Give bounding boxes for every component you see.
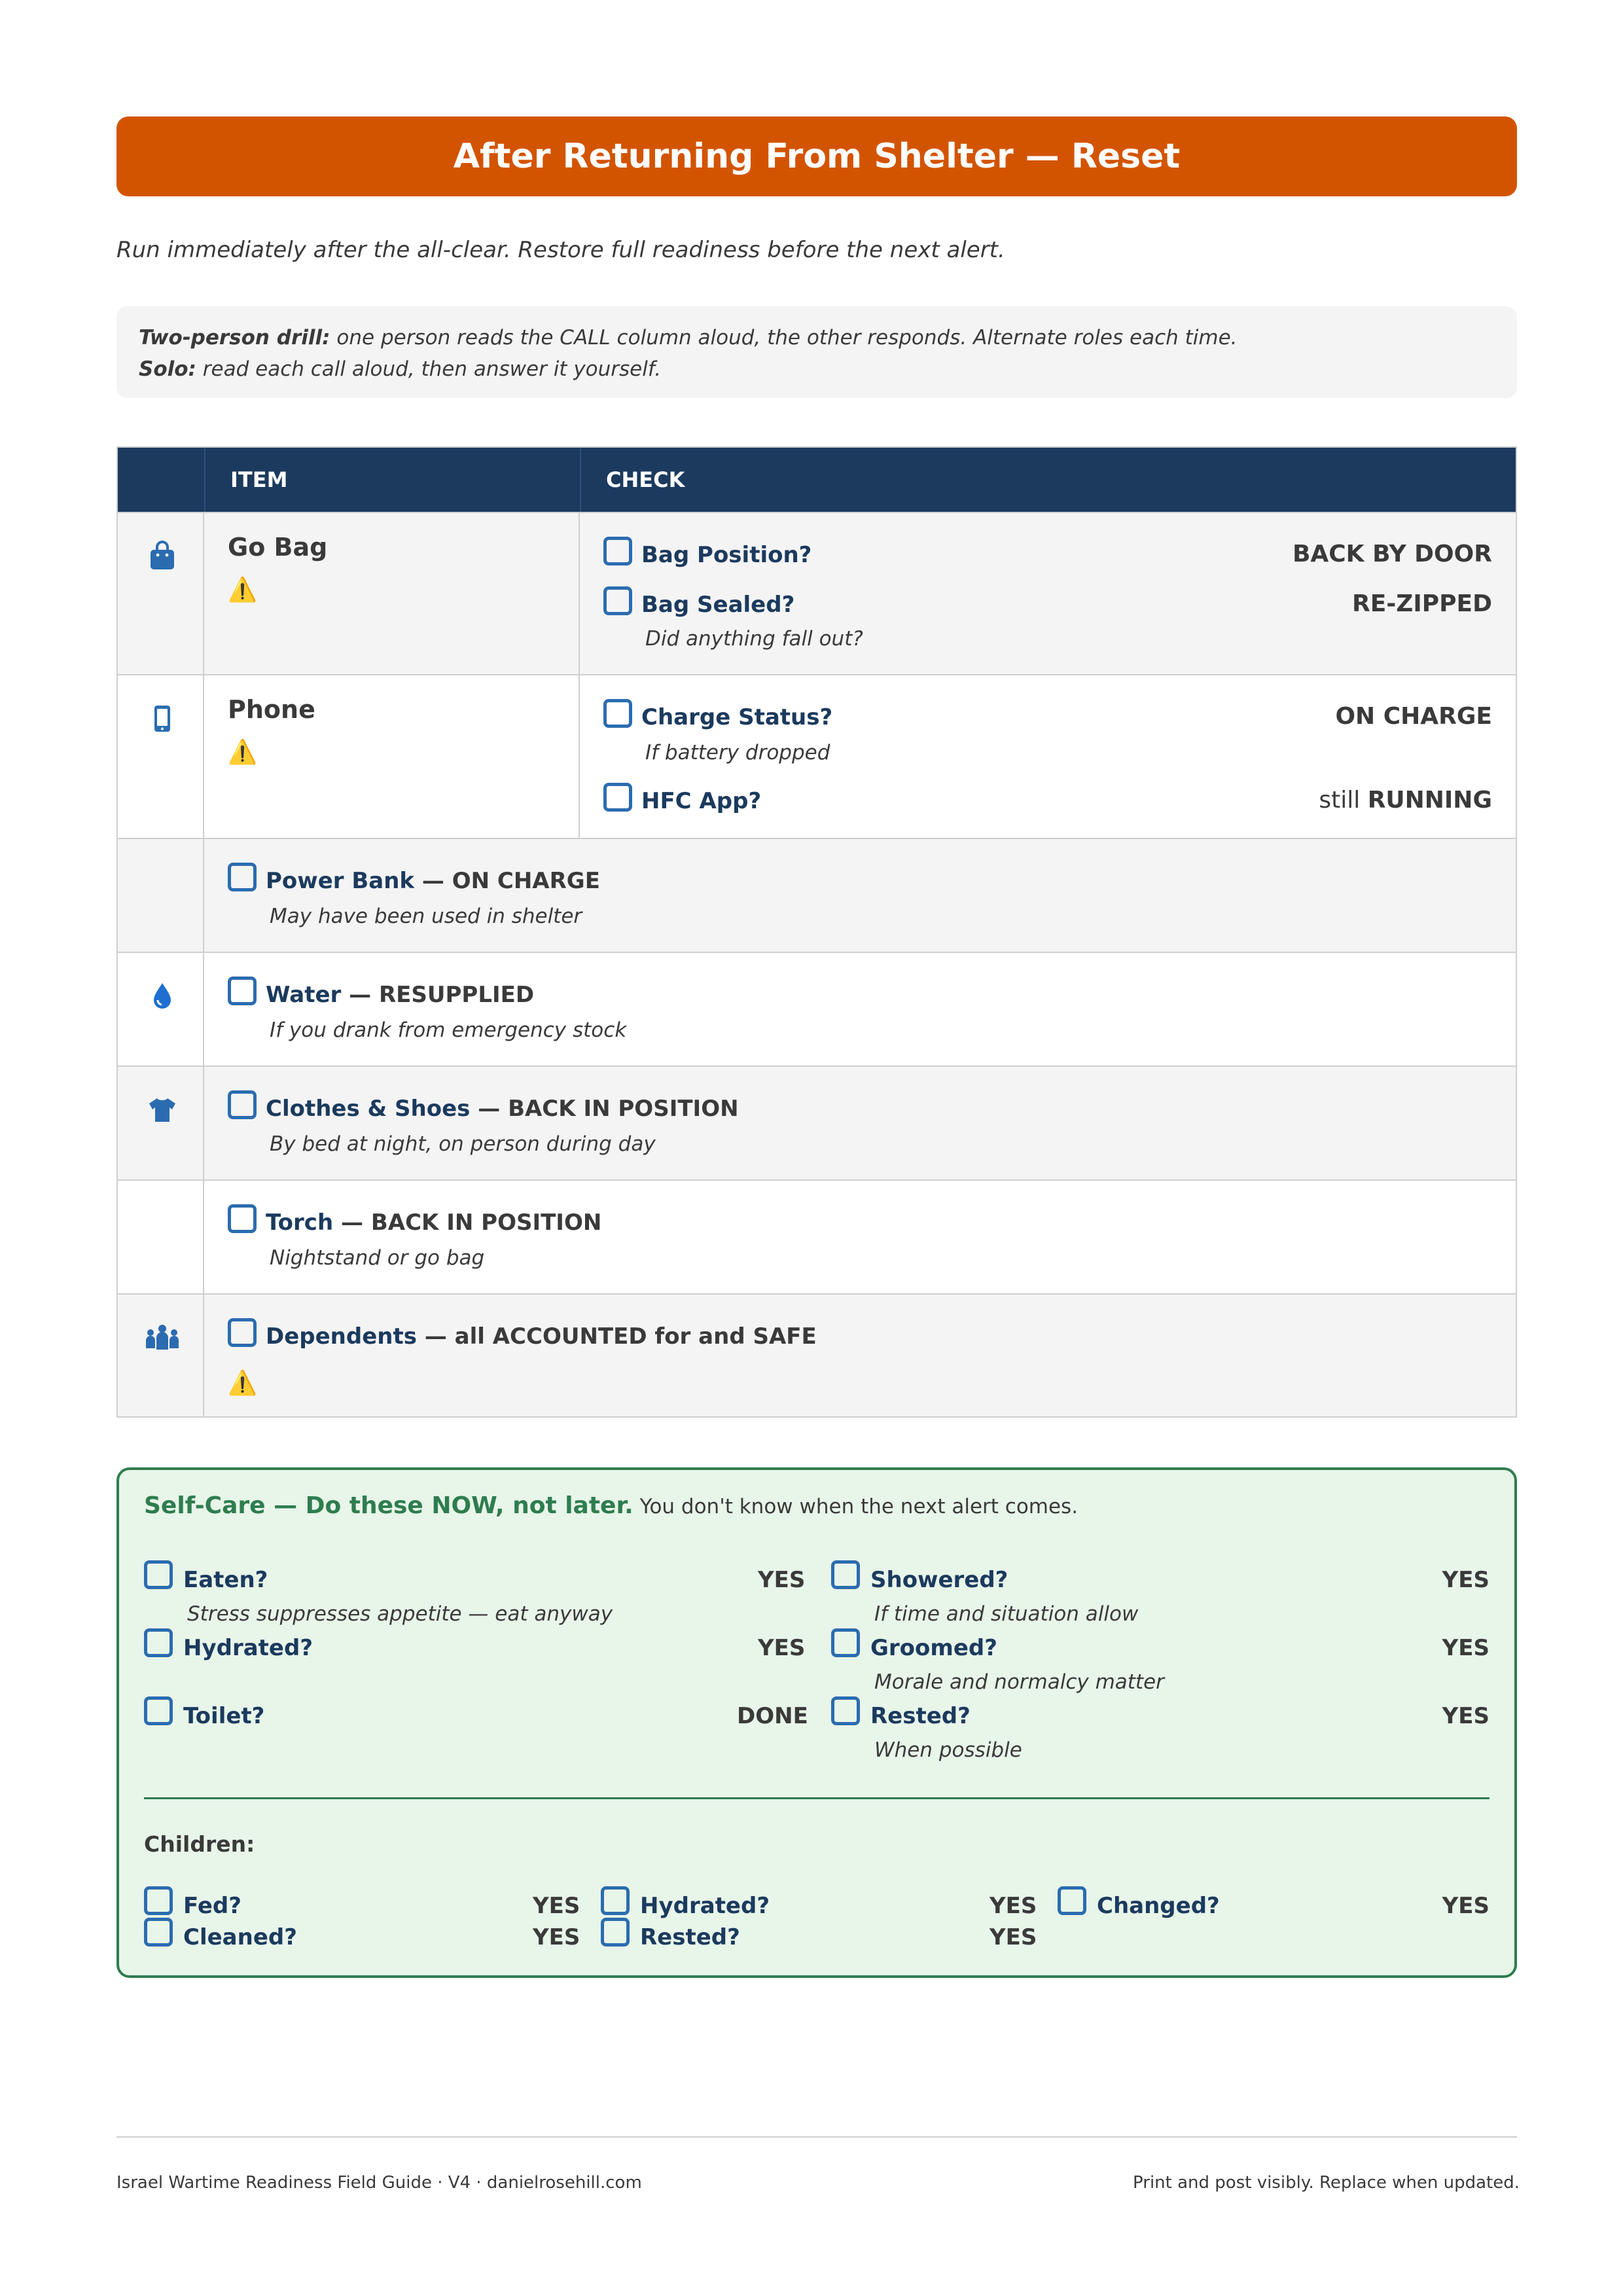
- check-torch: [266, 1210, 601, 1236]
- self-response-eaten: YES: [758, 1567, 806, 1593]
- checkbox-child-fed[interactable]: [144, 1886, 173, 1915]
- self-response-showered: YES: [1442, 1567, 1489, 1593]
- footer-left: Israel Wartime Readiness Field Guide · V4 · danielrosehill.com: [116, 2173, 642, 2193]
- page-title: After Returning From Shelter — Reset: [116, 117, 1517, 196]
- child-label-cleaned: Cleaned?: [183, 1924, 297, 1950]
- warning-icon: ⚠️: [228, 739, 257, 766]
- check-clothes: [266, 1096, 739, 1122]
- checkbox-charge-status[interactable]: [603, 699, 632, 728]
- check-note-torch: Nightstand or go bag: [270, 1246, 485, 1270]
- self-response-toilet: DONE: [737, 1703, 808, 1729]
- self-response-rested: YES: [1442, 1703, 1489, 1729]
- checkbox-clothes[interactable]: [228, 1090, 257, 1119]
- self-response-groomed: YES: [1442, 1635, 1489, 1661]
- check-label-bag-position: Bag Position?: [641, 542, 812, 568]
- child-response-hydrated: YES: [990, 1893, 1037, 1919]
- checkbox-power-bank[interactable]: [228, 863, 257, 891]
- check-response-dependents: — all ACCOUNTED for and SAFE: [416, 1323, 817, 1350]
- table-row-power-bank: [118, 838, 1516, 952]
- check-note-clothes: By bed at night, on person during day: [270, 1132, 656, 1156]
- checkbox-torch[interactable]: [228, 1204, 257, 1233]
- checkbox-groomed[interactable]: [831, 1628, 860, 1657]
- checklist-table: [116, 446, 1517, 1418]
- footer-divider: [116, 2136, 1517, 2138]
- drill-solo-text: read each call aloud, then answer it yourself.: [196, 357, 662, 381]
- check-dependents: [266, 1323, 817, 1350]
- check-response-hfc-app: [1319, 787, 1492, 814]
- self-label-rested: Rested?: [870, 1703, 971, 1729]
- self-note-groomed: Morale and normalcy matter: [874, 1670, 1164, 1694]
- self-label-toilet: Toilet?: [183, 1703, 265, 1729]
- checkbox-water[interactable]: [228, 977, 257, 1005]
- check-label-hfc-app: HFC App?: [641, 788, 762, 814]
- checkbox-showered[interactable]: [831, 1560, 860, 1589]
- child-response-cleaned: YES: [533, 1924, 580, 1950]
- child-response-changed: YES: [1442, 1893, 1489, 1919]
- table-row-torch: [118, 1179, 1516, 1293]
- check-label-clothes: Clothes & Shoes: [266, 1096, 471, 1122]
- table-row-clothes: [118, 1066, 1516, 1179]
- checkbox-child-hydrated[interactable]: [601, 1886, 630, 1915]
- check-water: [266, 982, 534, 1008]
- checkbox-eaten[interactable]: [144, 1560, 173, 1589]
- child-label-rested: Rested?: [640, 1924, 740, 1950]
- check-response-bag-sealed: RE-ZIPPED: [1352, 590, 1492, 617]
- people-icon: [143, 1322, 182, 1354]
- checkbox-rested[interactable]: [831, 1696, 860, 1725]
- footer-right: Print and post visibly. Replace when updated.: [1133, 2173, 1520, 2193]
- child-label-hydrated: Hydrated?: [640, 1893, 770, 1919]
- header-item: ITEM: [205, 448, 581, 512]
- self-care-heading: Self-Care — Do these NOW, not later.: [144, 1492, 633, 1519]
- child-label-fed: Fed?: [183, 1893, 241, 1919]
- self-label-showered: Showered?: [870, 1567, 1008, 1593]
- check-label-torch: Torch: [266, 1210, 334, 1236]
- phone-icon: [147, 703, 178, 734]
- checkbox-bag-position[interactable]: [603, 537, 632, 565]
- drill-two-label: Two-person drill:: [139, 326, 330, 350]
- self-note-showered: If time and situation allow: [874, 1602, 1139, 1626]
- check-response-charge-status: ON CHARGE: [1335, 703, 1492, 730]
- checkbox-dependents[interactable]: [228, 1318, 257, 1347]
- checkbox-hfc-app[interactable]: [603, 783, 632, 812]
- self-label-groomed: Groomed?: [870, 1635, 997, 1661]
- checkbox-child-changed[interactable]: [1058, 1886, 1086, 1915]
- self-care-panel: [116, 1467, 1517, 1978]
- self-note-eaten: Stress suppresses appetite — eat anyway: [187, 1602, 613, 1626]
- bag-icon: [147, 541, 178, 572]
- table-row-water: [118, 952, 1516, 1066]
- item-name-go-bag: Go Bag: [228, 533, 328, 562]
- item-name-phone: Phone: [228, 695, 315, 724]
- children-heading: Children:: [144, 1831, 255, 1857]
- checkbox-bag-sealed[interactable]: [603, 586, 632, 615]
- drill-instructions: [116, 306, 1517, 398]
- self-response-hydrated: YES: [758, 1635, 806, 1661]
- intro-text: Run immediately after the all-clear. Restore full readiness before the next alert.: [116, 237, 1005, 263]
- child-label-changed: Changed?: [1097, 1893, 1220, 1919]
- self-label-eaten: Eaten?: [183, 1567, 268, 1593]
- check-label-bag-sealed: Bag Sealed?: [641, 592, 795, 618]
- table-row-phone: [118, 674, 1516, 838]
- check-response-bag-position: BACK BY DOOR: [1292, 541, 1492, 567]
- table-row-go-bag: [118, 512, 1516, 674]
- check-power-bank: [266, 868, 600, 894]
- check-response-water: — RESUPPLIED: [341, 982, 535, 1008]
- check-response-torch: — BACK IN POSITION: [333, 1210, 602, 1236]
- check-note-charge-status: If battery dropped: [645, 741, 830, 764]
- table-row-dependents: [118, 1293, 1516, 1416]
- hfc-response-value: RUNNING: [1367, 787, 1492, 814]
- check-note-power-bank: May have been used in shelter: [270, 905, 582, 928]
- checkbox-child-cleaned[interactable]: [144, 1918, 173, 1946]
- self-care-title: [144, 1492, 1078, 1519]
- checkbox-hydrated[interactable]: [144, 1628, 173, 1657]
- drill-solo-label: Solo:: [139, 357, 196, 381]
- checkbox-toilet[interactable]: [144, 1696, 173, 1725]
- check-note-bag-sealed: Did anything fall out?: [645, 627, 863, 651]
- self-note-rested: When possible: [874, 1738, 1022, 1762]
- drill-two-text: one person reads the CALL column aloud, the other responds. Alternate roles each time.: [330, 326, 1238, 350]
- water-drop-icon: [147, 980, 178, 1012]
- check-label-power-bank: Power Bank: [266, 868, 415, 894]
- check-label-dependents: Dependents: [266, 1323, 417, 1350]
- table-header: [118, 448, 1516, 512]
- warning-icon: ⚠️: [228, 577, 257, 603]
- shirt-icon: [147, 1094, 178, 1126]
- hfc-response-prefix: still: [1319, 787, 1368, 814]
- check-response-clothes: — BACK IN POSITION: [470, 1096, 739, 1122]
- header-check: CHECK: [606, 467, 685, 492]
- check-label-charge-status: Charge Status?: [641, 704, 833, 730]
- check-note-water: If you drank from emergency stock: [270, 1018, 627, 1042]
- child-response-fed: YES: [533, 1893, 580, 1919]
- child-response-rested: YES: [990, 1924, 1037, 1950]
- check-response-power-bank: — ON CHARGE: [414, 868, 600, 894]
- divider: [144, 1797, 1489, 1799]
- check-label-water: Water: [266, 982, 342, 1008]
- checkbox-child-rested[interactable]: [601, 1918, 630, 1946]
- warning-icon: ⚠️: [228, 1370, 257, 1397]
- self-care-subtitle: You don't know when the next alert comes.: [633, 1495, 1079, 1518]
- self-label-hydrated: Hydrated?: [183, 1635, 313, 1661]
